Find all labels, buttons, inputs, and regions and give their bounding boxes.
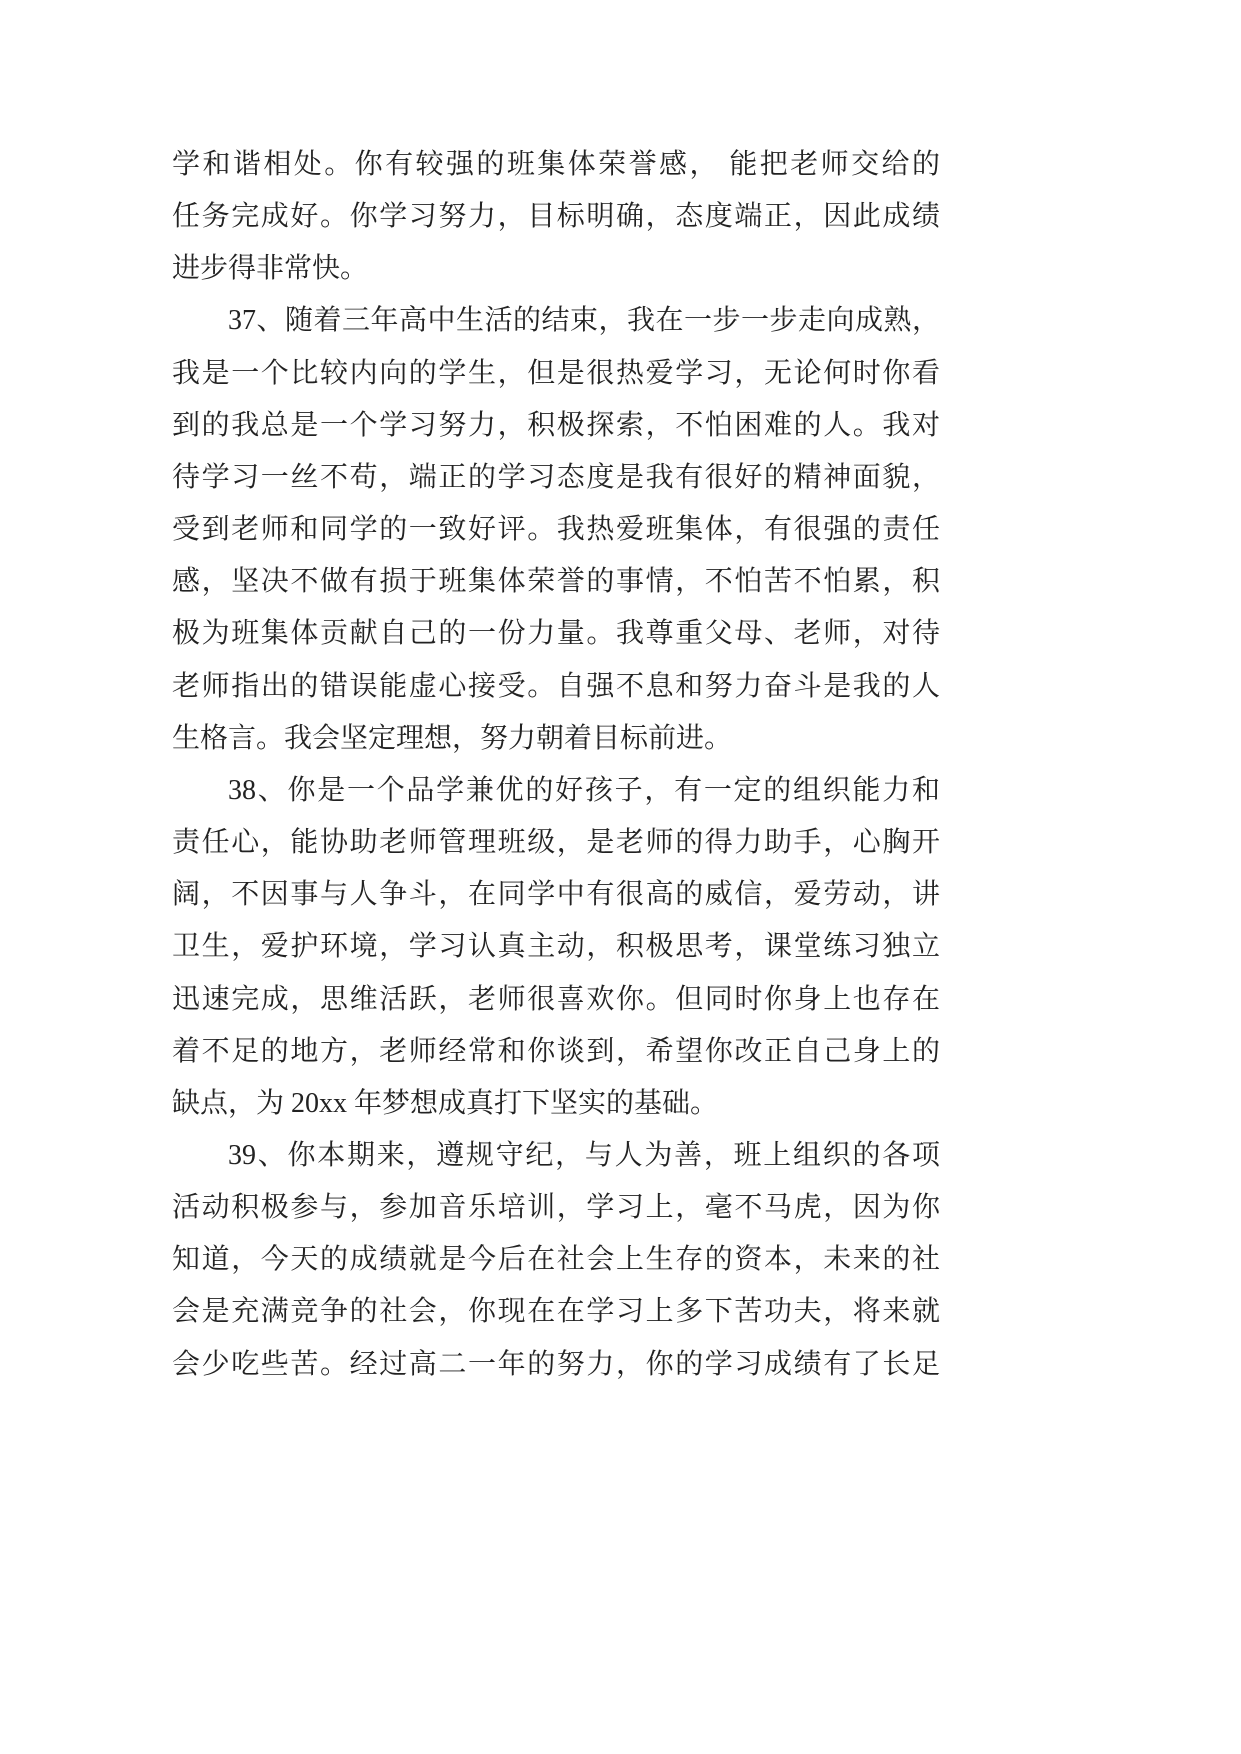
- text-line: 缺点，为 20xx 年梦想成真打下坚实的基础。: [172, 1087, 719, 1119]
- text-line: 任务完成好。你学习努力，目标明确，态度端正，因此成绩: [172, 201, 940, 233]
- paragraph-continued: [172, 139, 940, 295]
- text-line: 会是充满竞争的社会，你现在在学习上多下苦功夫，将来就: [172, 1296, 940, 1328]
- text-line: 着不足的地方，老师经常和你谈到，希望你改正自己身上的: [172, 1035, 940, 1067]
- paragraph-37: [172, 295, 940, 764]
- text-line: 生格言。我会坚定理想，努力朝着目标前进。: [172, 722, 733, 754]
- text-line: 到的我总是一个学习努力，积极探索，不怕困难的人。我对: [172, 409, 940, 441]
- text-line: 老师指出的错误能虚心接受。自强不息和努力奋斗是我的人: [172, 670, 940, 702]
- text-line: 学和谐相处。你有较强的班集体荣誉感， 能把老师交给的: [172, 149, 940, 180]
- paragraph-39: [172, 1130, 940, 1391]
- text-line: 卫生，爱护环境，学习认真主动，积极思考，课堂练习独立: [172, 931, 940, 963]
- text-line: 我是一个比较内向的学生，但是很热爱学习，无论何时你看: [172, 357, 940, 389]
- text-line: 进步得非常快。: [172, 253, 369, 285]
- document-body: [172, 139, 940, 1391]
- text-line: 39、你本期来，遵规守纪，与人为善，班上组织的各项: [228, 1139, 940, 1171]
- text-line: 感，坚决不做有损于班集体荣誉的事情，不怕苦不怕累，积: [172, 566, 940, 598]
- text-line: 极为班集体贡献自己的一份力量。我尊重父母、老师，对待: [172, 618, 940, 650]
- text-line: 38、你是一个品学兼优的好孩子，有一定的组织能力和: [228, 774, 940, 806]
- text-line: 37、随着三年高中生活的结束，我在一步一步走向成熟，: [228, 305, 940, 337]
- text-line: 会少吃些苦。经过高二一年的努力，你的学习成绩有了长足: [172, 1348, 940, 1380]
- text-line: 责任心，能协助老师管理班级，是老师的得力助手，心胸开: [172, 827, 940, 859]
- text-line: 活动积极参与，参加音乐培训，学习上，毫不马虎，因为你: [172, 1192, 940, 1224]
- text-line: 待学习一丝不苟，端正的学习态度是我有很好的精神面貌，: [172, 461, 940, 493]
- text-line: 迅速完成，思维活跃，老师很喜欢你。但同时你身上也存在: [172, 983, 940, 1015]
- text-line: 知道，今天的成绩就是今后在社会上生存的资本，未来的社: [172, 1244, 940, 1276]
- paragraph-38: [172, 765, 940, 1130]
- text-line: 受到老师和同学的一致好评。我热爱班集体，有很强的责任: [172, 514, 940, 546]
- text-line: 阔，不因事与人争斗，在同学中有很高的威信，爱劳动，讲: [172, 879, 940, 911]
